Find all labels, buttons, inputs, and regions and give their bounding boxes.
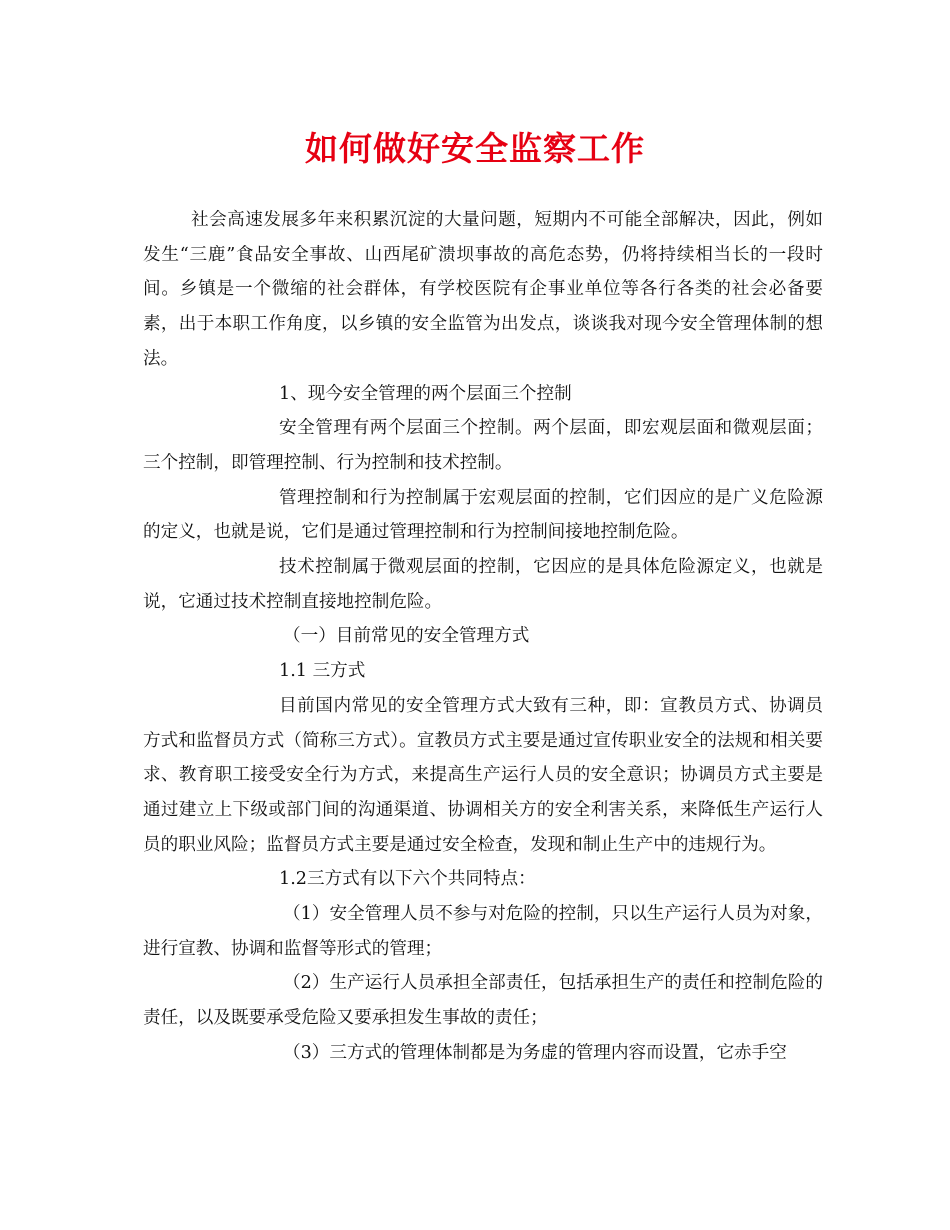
list-item: （3）三方式的管理体制都是为务虚的管理内容而设置，它赤手空: [283, 1042, 787, 1063]
section-heading-2: （一）目前常见的安全管理方式: [283, 626, 530, 647]
paragraph: 技术控制属于微观层面的控制，它因应的是具体危险源定义，也就是说，它通过技术控制直接地控制危险。: [143, 557, 823, 612]
list-item: （2）生产运行人员承担全部责任，包括承担生产的责任和控制危险的责任，以及既要承受危险又要承担发生事故的责任；: [143, 973, 823, 1029]
document-body: [143, 203, 823, 1071]
section-heading-1: 1、现今安全管理的两个层面三个控制: [279, 383, 572, 404]
paragraph-intro: 社会高速发展多年来积累沉淀的大量问题，短期内不可能全部解决，因此，例如发生“三鹿”食品安全事故、山西尾矿溃坝事故的高危态势，仍将持续相当长的一段时间。乡镇是一个微缩的社会群体，有学校医院有企事业单位等各行各类的社会必备要素，出于本职工作角度，以乡镇的安全监管为出发点，谈谈我对现今安全管理体制的想法。: [143, 210, 823, 369]
paragraph: 管理控制和行为控制属于宏观层面的控制，它们因应的是广义危险源的定义，也就是说，它们是通过管理控制和行为控制间接地控制危险。: [143, 487, 823, 543]
paragraph: 安全管理有两个层面三个控制。两个层面，即宏观层面和微观层面；三个控制，即管理控制、行为控制和技术控制。: [143, 418, 823, 473]
document-title: 如何做好安全监察工作: [305, 129, 645, 168]
subsection-heading-1-1: 1.1 三方式: [279, 661, 366, 682]
paragraph: 目前国内常见的安全管理方式大致有三种，即：宣教员方式、协调员方式和监督员方式（简称三方式）。宣教员方式主要是通过宣传职业安全的法规和相关要求、教育职工接受安全行为方式，来提高生产运行人员的安全意识；协调员方式主要是通过建立上下级或部门间的沟通渠道、协调相关方的安全利害关系，来降低生产运行人员的职业风险；监督员方式主要是通过安全检查，发现和制止生产中的违规行为。: [143, 695, 823, 855]
subsection-heading-1-2: 1.2三方式有以下六个共同特点：: [279, 869, 536, 890]
list-item: （1）安全管理人员不参与对危险的控制，只以生产运行人员为对象，进行宣教、协调和监督等形式的管理；: [143, 904, 823, 959]
